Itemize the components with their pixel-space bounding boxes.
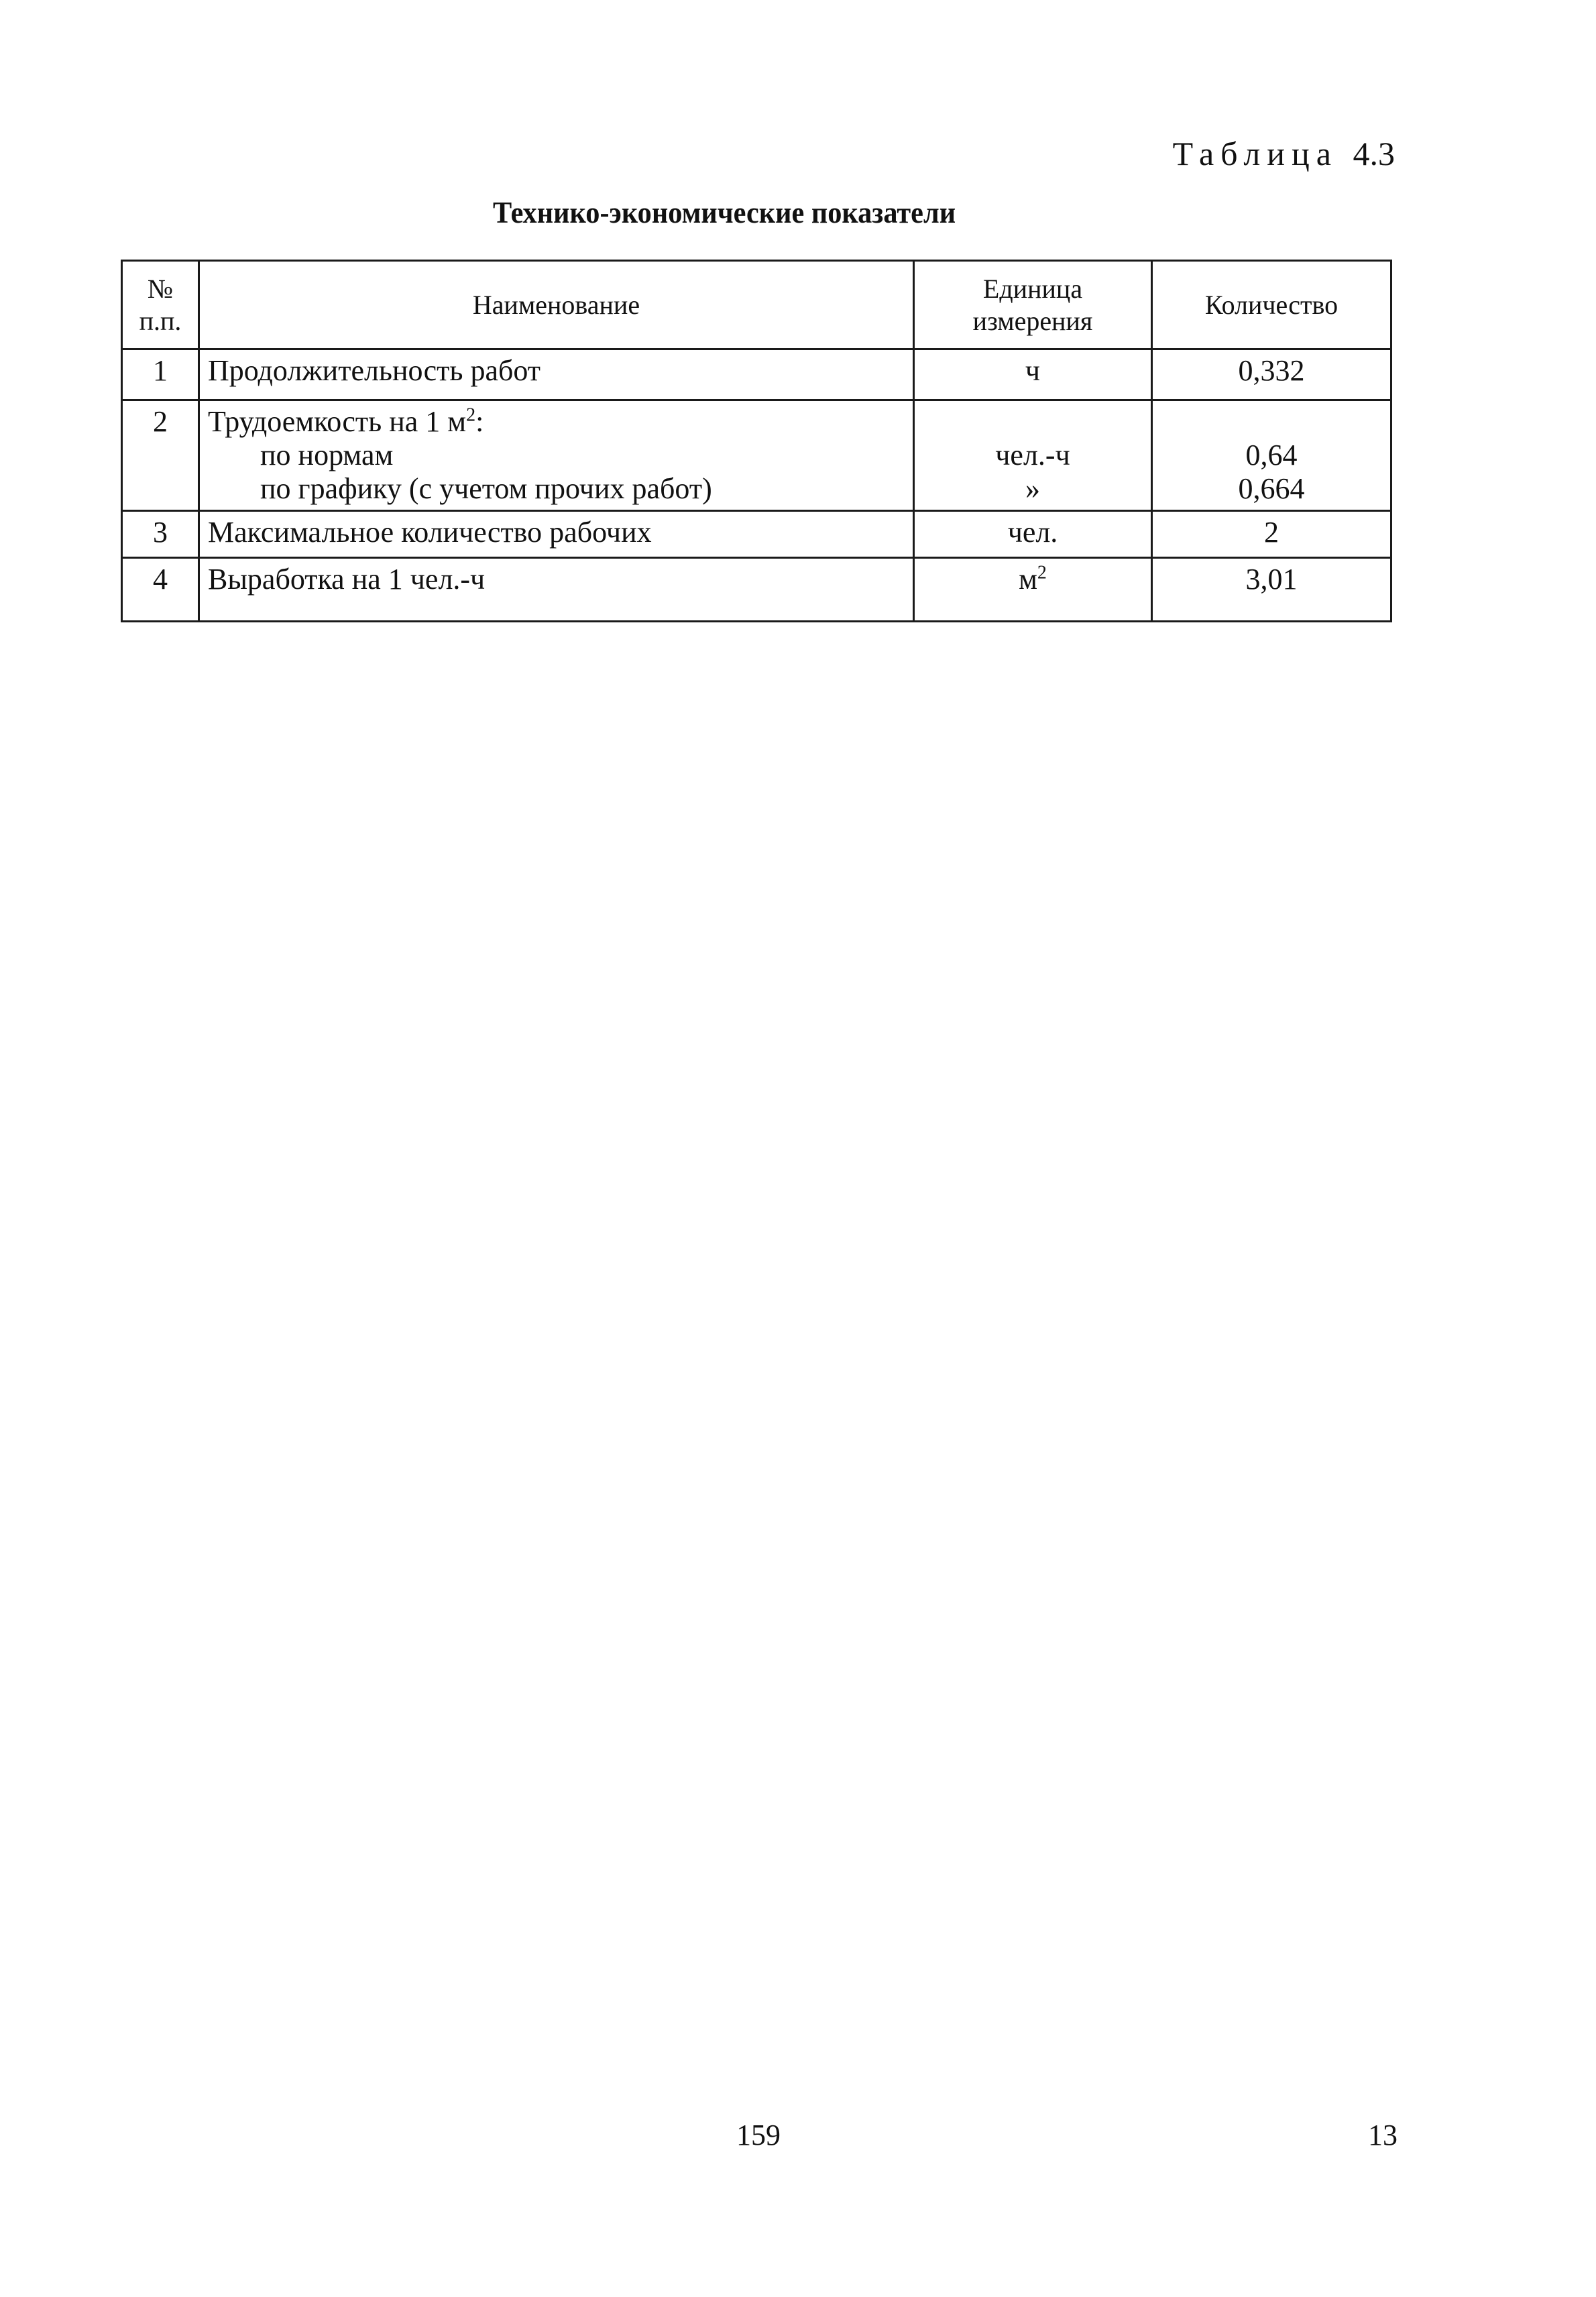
row-num: 4 (122, 558, 199, 622)
sub-row-qty: 0,664 (1238, 472, 1305, 505)
row-unit: ч (914, 349, 1152, 400)
row-name-suffix: : (475, 405, 484, 438)
row-unit: чел. (914, 511, 1152, 558)
row-num: 3 (122, 511, 199, 558)
table-label (1173, 134, 1395, 173)
header-name: Наименование (199, 261, 914, 349)
row-name-cell (199, 400, 914, 511)
row-name (208, 405, 483, 438)
header-unit: Единица измерения (914, 261, 1152, 349)
row-name: Выработка на 1 чел.-ч (199, 558, 914, 622)
header-num: № п.п. (122, 261, 199, 349)
table-row (122, 511, 1391, 558)
table-label-word: Таблица (1172, 135, 1338, 172)
row-num: 1 (122, 349, 199, 400)
row-num: 2 (122, 400, 199, 511)
row-qty: 0,332 (1152, 349, 1391, 400)
row-unit: м (1019, 563, 1037, 596)
header-qty: Количество (1152, 261, 1391, 349)
indicators-table (121, 260, 1392, 622)
row-qty: 2 (1152, 511, 1391, 558)
row-qty: 3,01 (1152, 558, 1391, 622)
table-row (122, 400, 1391, 511)
table-title: Технико-экономические показатели (493, 195, 956, 229)
row-qty-cell (1152, 400, 1391, 511)
table-row (122, 349, 1391, 400)
sheet-number: 13 (1368, 2119, 1398, 2151)
sub-row-name: по графику (с учетом прочих работ) (260, 472, 712, 505)
sub-row-unit: » (1025, 472, 1040, 505)
page-number: 159 (736, 2119, 781, 2151)
sub-row-name: по нормам (260, 439, 394, 471)
table-number: 4.3 (1353, 135, 1395, 172)
row-unit-cell (914, 558, 1152, 622)
sub-row-qty: 0,64 (1245, 439, 1298, 471)
row-name: Максимальное количество рабочих (199, 511, 914, 558)
row-name-sup: 2 (466, 404, 476, 426)
row-unit-sup: 2 (1037, 562, 1047, 583)
sub-row-unit: чел.-ч (995, 439, 1070, 471)
row-unit-cell (914, 400, 1152, 511)
row-name: Продолжительность работ (199, 349, 914, 400)
row-name-text: Трудоемкость на 1 м (208, 405, 467, 438)
table-header-row (122, 261, 1391, 349)
table-row (122, 558, 1391, 622)
